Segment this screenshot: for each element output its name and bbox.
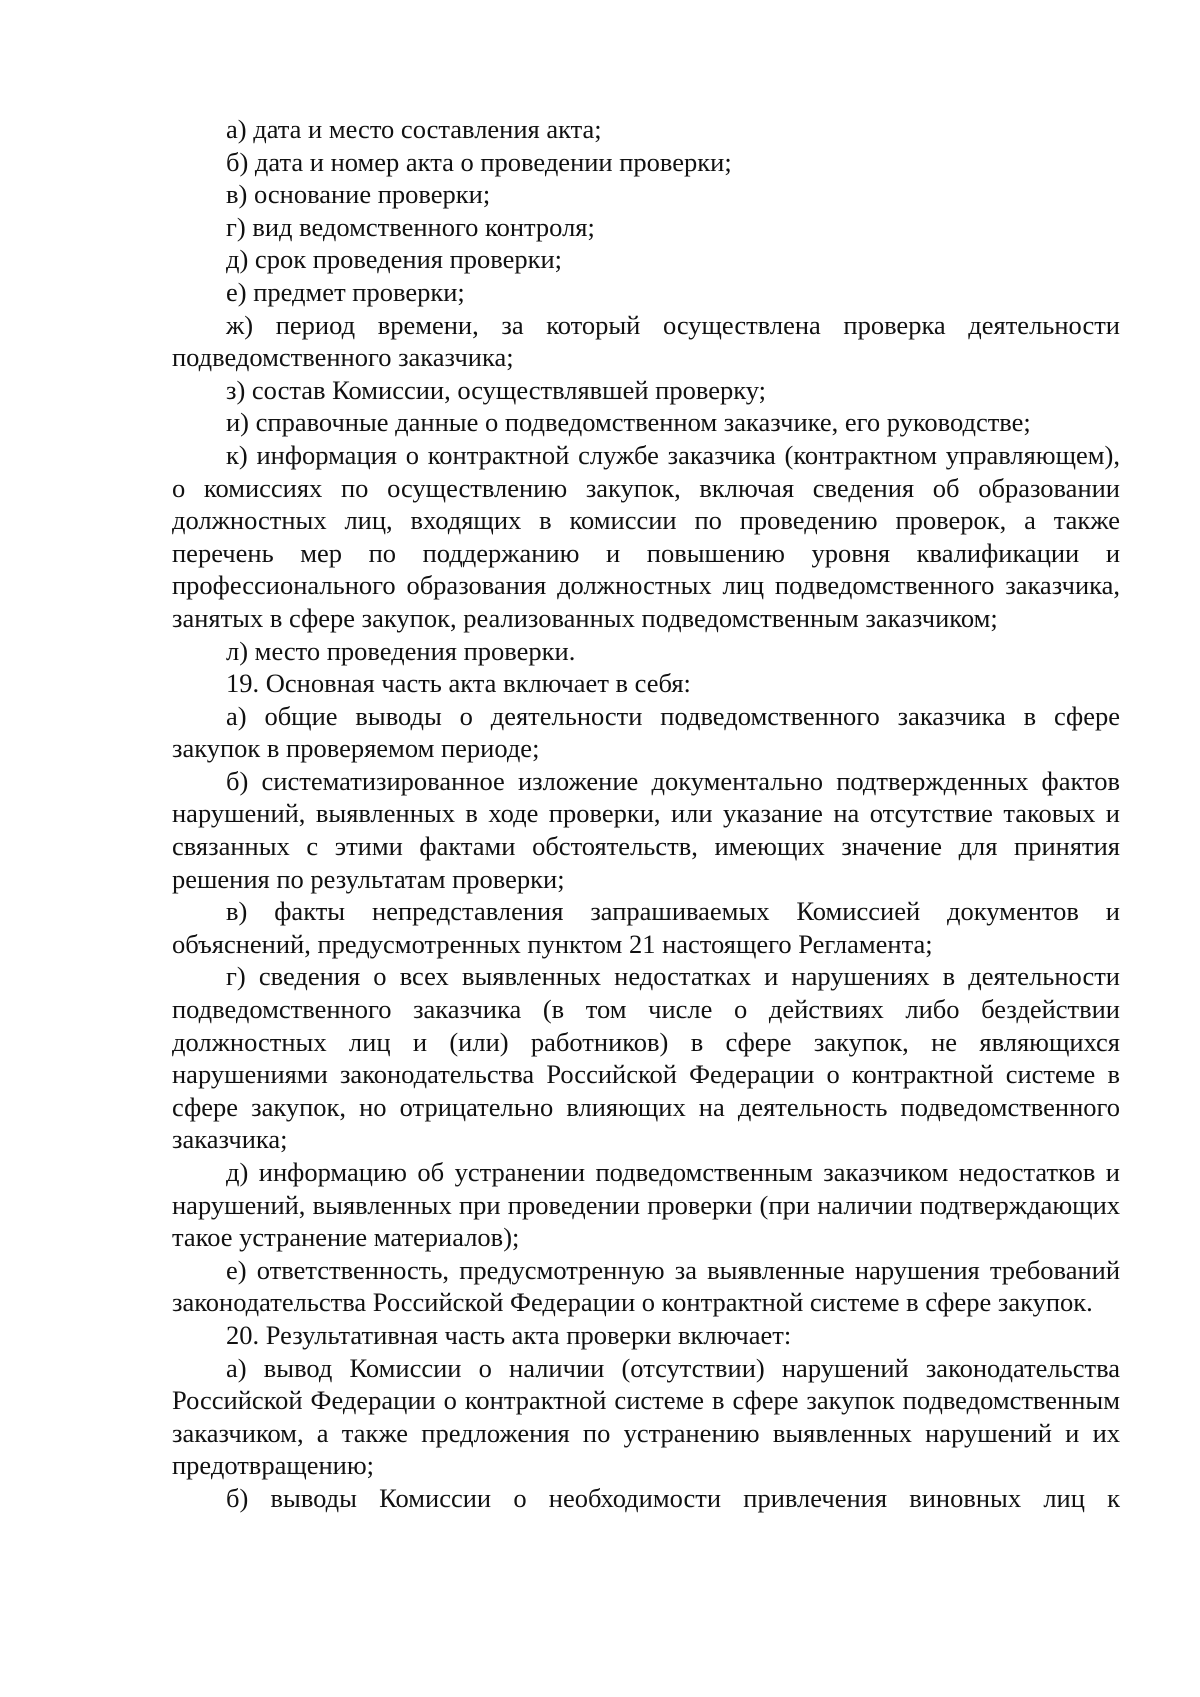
section-19-item-b: б) систематизированное изложение документально подтвержденных фактов нарушений, выявленных в ходе проверки, или указание на отсутствие таковых и связанных с этими фактами обстоятельств, имеющих значение для принятия решения по результатам проверки;: [172, 765, 1120, 894]
document-body: [172, 113, 1120, 1515]
section-19-item-g: г) сведения о всех выявленных недостатках и нарушениях в деятельности подведомственного заказчика (в том числе о действиях либо бездействии должностных лиц и (или) работников) в сфере закупок, не являющихся нарушениями законодательства Российской Федерации о контрактной системе в сфере закупок, но отрицательно влияющих на деятельность подведомственного заказчика;: [172, 961, 1120, 1155]
section-20-item-b: б) выводы Комиссии о необходимости привлечения виновных лиц к: [226, 1482, 1120, 1513]
list-item-d: д) срок проведения проверки;: [226, 244, 563, 275]
list-item-e: е) предмет проверки;: [226, 276, 465, 307]
section-19-item-e: е) ответственность, предусмотренную за выявленные нарушения требований законодательства Российской Федерации о контрактной системе в сфере закупок.: [172, 1254, 1120, 1318]
section-20-heading: 20. Результативная часть акта проверки включает:: [226, 1319, 792, 1350]
list-item-i: и) справочные данные о подведомственном заказчике, его руководстве;: [226, 407, 1031, 438]
list-item-v: в) основание проверки;: [226, 179, 491, 210]
list-item-b: б) дата и номер акта о проведении проверки;: [226, 146, 732, 177]
list-item-a: а) дата и место составления акта;: [226, 114, 602, 144]
section-19-item-a: а) общие выводы о деятельности подведомственного заказчика в сфере закупок в проверяемом периоде;: [172, 700, 1120, 764]
list-item-g: г) вид ведомственного контроля;: [226, 211, 595, 242]
section-20-item-a: а) вывод Комиссии о наличии (отсутствии) нарушений законодательства Российской Федерации о контрактной системе в сфере закупок подведомственным заказчиком, а также предложения по устранению выявленных нарушений и их предотвращению;: [172, 1352, 1120, 1481]
section-19-item-v: в) факты непредставления запрашиваемых Комиссией документов и объяснений, предусмотренных пунктом 21 настоящего Регламента;: [172, 896, 1120, 959]
section-19-heading: 19. Основная часть акта включает в себя:: [226, 668, 691, 699]
section-19-item-d: д) информацию об устранении подведомственным заказчиком недостатков и нарушений, выявленных при проведении проверки (при наличии подтверждающих такое устранение материалов);: [172, 1157, 1120, 1253]
list-item-z: з) состав Комиссии, осуществлявшей проверку;: [226, 374, 766, 405]
list-item-l: л) место проведения проверки.: [226, 635, 576, 666]
list-item-zh: ж) период времени, за который осуществлена проверка деятельности подведомственного заказчика;: [172, 309, 1120, 373]
list-item-k: к) информация о контрактной службе заказчика (контрактном управляющем), о комиссиях по осуществлению закупок, включая сведения об образовании должностных лиц, входящих в комиссии по проведению проверок, а также перечень мер по поддержанию и повышению уровня квалификации и профессионального образования должностных лиц подведомственного заказчика, занятых в сфере закупок, реализованных подведомственным заказчиком;: [172, 439, 1120, 633]
